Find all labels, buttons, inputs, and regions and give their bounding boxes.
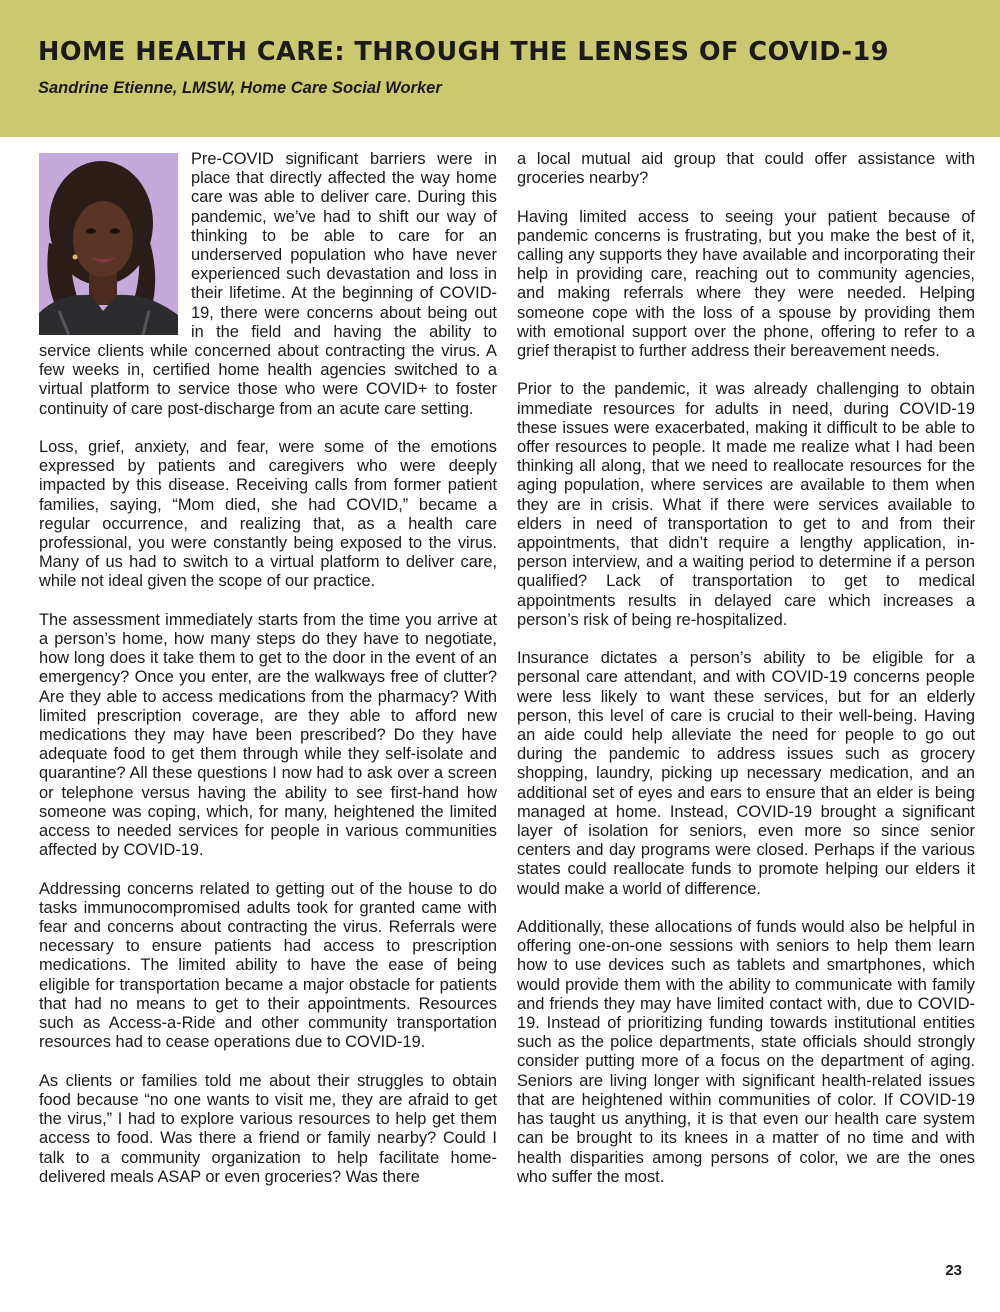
paragraph: Pre-COVID significant barriers were in place that directly affected the way home care was able to deliver care. During this pandemic, we’ve had to shift our way of thinking to be able to care for an underserved population who have never experienced such devastation and loss in their lifetime. At the beginning of COVID-19, there were concerns about being out in the field and having the ability to service clients while concerned about contracting the virus. A few weeks in, certified home health agencies switched to a virtual platform to service those who were COVID+ to foster continuity of care post-discharge from an acute care setting. bbox=[39, 150, 497, 418]
article-title: HOME HEALTH CARE: THROUGH THE LENSES OF COVID-19 bbox=[38, 37, 889, 67]
page-number: 23 bbox=[945, 1262, 962, 1279]
header-banner bbox=[0, 0, 1000, 137]
paragraph: Insurance dictates a person’s ability to be eligible for a personal care attendant, and with COVID-19 concerns people were less likely to want these services, but for an elderly person, this level of care is crucial to their well-being. Having an aide could help alleviate the need for people to go out during the pandemic to address issues such as grocery shopping, laundry, picking up necessary medication, and an additional set of eyes and ears to ensure that an elder is being managed at home. Instead, COVID-19 brought a significant layer of isolation for seniors, even more so since senior centers and day programs were closed. Perhaps if the various states could reallocate funds to promote helping our elders it would make a world of difference. bbox=[517, 649, 975, 898]
paragraph: As clients or families told me about their struggles to obtain food because “no one wants to visit me, they are afraid to get the virus,” I had to explore various resources to help get them access to food. Was there a friend or family nearby? Could I talk to a community organization to help facilitate home-delivered meals ASAP or even groceries? Was there bbox=[39, 1071, 497, 1186]
paragraph: a local mutual aid group that could offer assistance with groceries nearby? bbox=[517, 150, 975, 188]
paragraph: Prior to the pandemic, it was already challenging to obtain immediate resources for adults in need, during COVID-19 these issues were exacerbated, making it difficult to be able to offer resources to people. It made me realize what I had been thinking all along, that we need to reallocate resources for the aging population, where services are available to them when they are in crisis. What if there were services available to elders in need of transportation to get to and from their appointments, that didn’t require a lengthy application, in-person interview, and a waiting period to determine if a person qualified? Lack of transportation to get to medical appointments results in delayed care which increases a person’s risk of being re-hospitalized. bbox=[517, 380, 975, 629]
author-portrait-icon bbox=[39, 153, 178, 335]
paragraph: Loss, grief, anxiety, and fear, were some of the emotions expressed by patients and caregivers who were deeply impacted by this disease. Receiving calls from former patient families, saying, “Mom died, she had COVID,” became a regular occurrence, and realizing that, as a health care professional, you were constantly being exposed to the virus. Many of us had to switch to a virtual platform to deliver care, while not ideal given the scope of our practice. bbox=[39, 438, 497, 591]
article-column-right bbox=[517, 150, 975, 1206]
article-column-left bbox=[39, 150, 497, 1206]
paragraph: Additionally, these allocations of funds would also be helpful in offering one-on-one sessions with seniors to help them learn how to use devices such as tablets and smartphones, which would provide them with the ability to communicate with family and friends they may have limited contact with, due to COVID-19. Instead of prioritizing funding towards institutional entities such as the police departments, state officials should strongly consider putting more of a focus on the department of aging. Seniors are living longer with significant health-related issues that are heightened within communities of color. If COVID-19 has taught us anything, it is that even our health care system can be brought to its knees in a matter of no time and with health disparities among persons of color, we are the ones who suffer the most. bbox=[517, 918, 975, 1186]
paragraph: Addressing concerns related to getting out of the house to do tasks immunocompromised adults took for granted came with fear and concerns about contracting the virus. Referrals were necessary to ensure patients had access to prescription medications. The limited ability to have the ease of being eligible for transportation became a major obstacle for patients that had no means to get to their appointments. Resources such as Access-a-Ride and other community transportation resources had to cease operations due to COVID-19. bbox=[39, 879, 497, 1052]
paragraph: The assessment immediately starts from the time you arrive at a person’s home, how many steps do they have to negotiate, how long does it take them to get to the door in the event of an emergency? Once you enter, are the walkways free of clutter? Are they able to access medications from the pharmacy? With limited prescription coverage, are they able to afford new medications they may have been prescribed? Do they have adequate food to get them through while they self-isolate and quarantine? All these questions I now had to ask over a screen or telephone versus having the ability to see first-hand how someone was coping, which, for many, heightened the limited access to needed services for people in various communities affected by COVID-19. bbox=[39, 610, 497, 860]
author-byline: Sandrine Etienne, LMSW, Home Care Social Worker bbox=[38, 79, 442, 97]
paragraph: Having limited access to seeing your patient because of pandemic concerns is frustrating, but you make the best of it, calling any supports they have available and incorporating their help in providing care, reaching out to community agencies, and making referrals where they were needed. Helping someone cope with the loss of a spouse by providing them with emotional support over the phone, offering to refer to a grief therapist to further address their bereavement needs. bbox=[517, 207, 975, 361]
